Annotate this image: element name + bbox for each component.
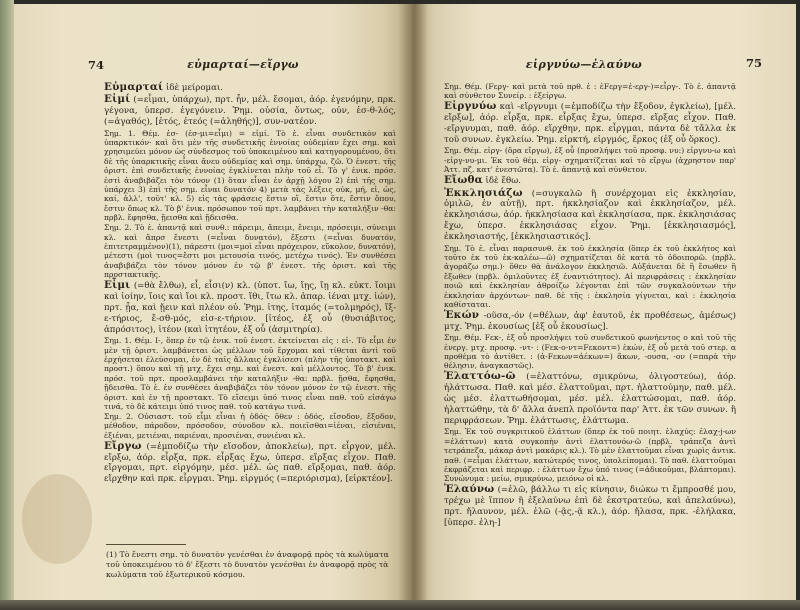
entry-text: (=θὰ ἔλθω), εἶ, εἶσι(ν) κλ. (ὑποτ. ἴω, ἴῃς, ἴῃ κλ. εὐκτ. ἴοιμι καὶ ἰοίην, ἴοις καὶ ἴοι κλ. προστ. ἴθι, ἴτω κλ. ἀπαρ. ἰέναι μτχ. ἰών), πρτ. ᾖα, καὶ ᾔειν καὶ πλέον οὐ. Ῥημ. ἰτης, ἰταμός (=τολμηρός), ἴξ-ε-τήριος, ἔ-σθ-μός, εἰσ-ε-τήριον. [ἰτέος, ἐξ οὗ (θυσιάβιτος, ἀπρόσιτος), ἰτέον (καὶ ἰτητέον, ἐξ οὗ (ἀσμιτηρία). <box>104 281 396 335</box>
dictionary-note <box>104 223 396 279</box>
note-text: Σημ. 1. Θέμ. Ι-, ὅπερ ἐν τῷ ἑνικ. τοῦ ἐνεστ. ἐκτείνεται εἰς : εἰ-. Τὸ εἶμι ἐν μὲν τῇ ὁριστ. λαμβάνεται ὡς μέλλων τοῦ ἔρχομαι καὶ τίθεται ἀντὶ τοῦ ἐρχήσεται ἐλεύσομαι, ἐν δὲ ταῖς ἄλλαις ἐγκλίσεσι (πλὴν τῆς ὑποτακτ. καὶ προστ.) ὅπου καὶ τῇ μτχ. ἔχει σημ. καὶ ἐνεστ. καὶ μέλλοντος. Τὸ β' ἐνικ. πρόσ. τοῦ πρτ. προσλαμβάνει τὴν καταλήξιν -θα: πρβλ. ᾔσθα, ἔφησθα, ᾔδεισθα. Τὸ ἐ. ἐν συνθέσει ἀναβιβάζει τὸν τόνον μόνον ἐν τῷ ἐνεστ. τῆς ὁριστ. καὶ ἐν τῇ προστακτ. Τὸ εἴσειμι ὑπό τινος εἶναι παθ. τοῦ εἰσάγω τινά, τὸ δὲ κάτειμι ὑπό τινος παθ. τοῦ κατάγω τινά. <box>104 336 396 411</box>
headword: Εἶμι <box>104 279 131 292</box>
dictionary-note <box>444 82 736 101</box>
right-page <box>412 4 796 600</box>
headword: Ἑκών <box>444 308 480 321</box>
note-text: Σημ. Τὸ ἐ. εἶναι παρασυνθ. ἐκ τοῦ ἐκκλησία (ὅπερ ἐκ τοῦ ἐκκλήτος καὶ τοῦτο ἐκ τοῦ ἐκ-καλέω—ῶ) σχηματίζεται δὲ κατὰ τὸ ὁδοιπορῶ. (πρβλ. ἀγοράζω σημ.)· ὅθεν θὰ ἀνάλογον ἐκκλησιῶ. Αὐξάνεται δὲ ἢ ἔσωθεν ἢ ἔξωθεν (πρβλ. ὁμιλοῦντες ἐξ ἐναντιότητος). Αἱ περιφράσεις : ἐκκλησίαν ποιῶ καὶ ἐκκλησίαν ἀθροίζω λέγονται ἐπὶ τῶν συγκαλούντων τὴν ἐκκλησίαν ἀρχόντων· παθ. δὲ τῆς : ἐκκλησία γίγνεται, καὶ : ἐκκλησία καθίσταται. <box>444 243 736 310</box>
entry-text: καὶ -εἴργνυμι (=ἐμποδίζω τὴν ἔξοδον, ἐγκλείω), [μέλ. εἴρξω], ἀόρ. εἶρξα, πρκ. εἶρξας ἔχω, ὑπερσ. εἴρξας εἶχον. Παθ. -εἴργνυμαι, παθ. ἀόρ. εἴρχθην, πρκ. εἶργμαι, πάντα δὲ τἄλλα ἐκ τοῦ συνων. ἐγκλείω. Ῥημ. εἰρκτή, εἰργμός, ἕρκος (ἐξ οὗ ὅρκος). <box>444 102 737 146</box>
headword: Ἐκκλησιάζω <box>444 186 523 199</box>
note-text: Σημ. Θέμ. Fεκ-, ἐξ οὗ προσλήψει τοῦ συνδετικοῦ φωνήεντος ο καὶ τοῦ τῆς ἐνεργ. μτχ. προσφ. -ντ- : (Fεκ-ο-ντ=Fεκοντ=) ἑκών, ἐξ οὗ μετὰ τοῦ στερ. α προθέμα τὸ ἀντίθετ. : (ἀ-Fεκων=ἀέκων=) ἄκων, -ουσα, -ον (=παρὰ τὴν θέλησιν, ἀναγκαστῶς). <box>444 333 736 371</box>
entry-text: (=ἐλῶ, βάλλω τι εἰς κίνησιν, διώκω τι ἔμπροσθέ μου, τρέχω μὲ ἵππον ἢ ἐξελαύνω ἐπὶ δὲ ἐκστρατεύω, καὶ ἀπελαύνω), πρτ. ἤλαυνον, μέλ. ἐλῶ (-ᾷς,-ᾷ κλ.), ἀόρ. ἤλασα, πρκ. -ἐλήλακα, [ὑπερσ. ἐλη-] <box>444 485 736 529</box>
dictionary-entry <box>104 82 396 94</box>
footnote-rule <box>106 544 186 545</box>
dictionary-entry <box>444 310 736 333</box>
left-page-text <box>104 82 396 486</box>
dictionary-entry <box>104 94 396 128</box>
note-text: Σημ. Ἐκ τοῦ συγκριτικοῦ ἐλάττων (ὅπερ ἐκ τοῦ ποιητ. ἐλαχύς: ἐλαχ-j-ων =ἐλάττων) κατὰ συγκοπὴν ἀντὶ ἐλαττονόω-ῶ (πρβλ. τράπεζα ἀντὶ τετράπεζα, μάκαρ ἀντὶ μακάρις κλ.). Τὸ μὲν ἐλαττοῦμαι εἶναι χωρὶς ἀντικ. παθ. (=εἶμαι ἐλάττων, κατώτερός τινος, ὑπολείπομαι). Τὸ παθ. ἐλαττοῦμαι ἐκφράζεται καὶ περιφρ. : ἐλάττων ἔχω ὑπό τινος (=ἀδικοῦμαι, βλάπτομαι). Συνώνυμα : μείω, σμικρύνω, μειόνω οἱ κλ. <box>444 427 736 484</box>
dictionary-entry <box>104 280 396 336</box>
entry-text: (=εἶμαι, ὑπάρχω), πρτ. ἦν, μέλ. ἔσομαι, ἀόρ. ἐγενόμην, πρκ. γέγονα, ὑπερσ. ἐγεγόνειν. Ῥημ. οὐσία, ὄντως, οὐν, ἐσ-θ-λός, (=ἀγαθός), [ἐτός, ἐτεός (=ἀληθής)], συν-νατέον. <box>104 95 397 128</box>
dictionary-entry <box>444 188 736 244</box>
right-page-text <box>444 82 736 529</box>
entry-text: ἰδὲ ἔθω. <box>485 176 521 187</box>
dictionary-entry <box>444 484 736 529</box>
left-page-header <box>14 58 412 74</box>
cover-edge-bottom <box>0 600 800 610</box>
headword: Ἐλαύνω <box>444 483 495 496</box>
dictionary-note <box>444 146 736 174</box>
headword: Ἐλαττόω-ῶ <box>444 370 516 383</box>
headword: Εἴργω <box>104 439 142 452</box>
dictionary-note <box>104 412 396 440</box>
dictionary-note <box>104 129 396 223</box>
note-text: Σημ. Θέμ. (Fεργ- καὶ μετὰ τοῦ πρθ. ἐ : ἐFεργ=ἐ-εργ-)=εἶργ-. Τὸ ἐ. ἀπαντᾷ καὶ σύνθετον Συνείρ. : ἐξείργω. <box>444 82 736 101</box>
note-text: Σημ. Θέμ. εἰργ- (ὅρα εἴργω), ἐξ οὗ (προσλήψει τοῦ προσφ. νυ:) εἰργνυ-ω καὶ -εἰργ-νυ-μι. Ἐκ τοῦ θέμ. εἰργ- σχηματίζεται καὶ τὸ εἴργω (ἀχρηστον παρ' Ἀττ. πζ. κατ' ἐνεστῶτα). Τὸ ἐ. ἀπαντᾷ καὶ σύνθετον. <box>444 146 736 175</box>
dictionary-note <box>444 427 736 483</box>
dictionary-entry <box>444 101 736 146</box>
dictionary-entry <box>444 175 736 187</box>
footnote: (1) Τὸ ἔνεστι σημ. τὸ δυνατὸν γενέσθαι ἐν ἀναφορᾷ πρὸς τὰ κωλύματα τοῦ ὑποκειμένου τὸ δ' ἔξεστι τὸ δυνατὸν γενέσθαι ἐν ἀναφορᾷ πρὸς τὰ κωλύματα τοῦ ἐξωτερικοῦ κόσμου. <box>106 550 389 579</box>
entry-text: (=συγκαλῶ ἢ συνέρχομαι εἰς ἐκκλησίαν, ὁμιλῶ, ἐν αὐτῇ), πρτ. ἠκκλησίαζον καὶ ἐκκλησίαζον, μέλ. ἐκκλησιάσω, ἀόρ. ἠκκλησίασα καὶ ἐκκλησίασα, πρκ. ἐκκλησιάσας ἔχω, ὑπερσ. ἐκκλησιάσας εἶχον. Ῥημ. [ἐκκλησιασμός], ἐκκλησιαστής, [ἐκκλησιαστικός]. <box>444 188 736 243</box>
paper-stain <box>22 474 92 564</box>
note-text: Σημ. 2. Οὐσιαστ. τοῦ εἶμι εἶναι ἡ ὁδός· ὅθεν : ὁδός, εἴσοδον, ἔξοδον, μέθοδον, πάροδον, πρόσοδον, σύνοδον κλ. ποιεῖσθαι=ἰέναι, εἰσιέναι, ἐξιέναι, μετιέναι, παριέναι, προσιέναι, συνιέναι κλ. <box>104 411 396 440</box>
cover-edge <box>0 0 14 610</box>
dictionary-note <box>444 333 736 371</box>
headword: Εἴωθα <box>444 174 483 187</box>
note-text: Σημ. 2. Τὸ ἐ. ἀπαντᾷ καὶ συνθ.: πάρειμι, ἄπειμι, ἔνειμι, πρόσειμι, σύνειμι κλ. καὶ ἄπρσ ἔνεστι (=εἶναι δυνατόν), ἔξεστι (=εἶναι δυνατόν, ἐπιτετραμμένον)(1), πάρεστι (μοι=μοὶ εἶναι πρόχειρον, εὔκολον, δυνατόν), μέτεστι (μοὶ τινος=ἔστι μοι μετουσία τινός, μετέχω τινός). Ἐν συνθέσει ἀναβιβάζει τὸν τόνον μόνον ἐν τῷ β' ἐνεστ. τῆς ὁριστ. καὶ τῆς προστακτικῆς. <box>104 223 396 280</box>
left-page <box>14 4 412 600</box>
headword: Εἰμί <box>104 93 131 106</box>
entry-text: -οῦσα,-όν (=θέλων, ἀφ' ἑαυτοῦ, ἐκ προθέσεως, ἀμέσως) μτχ. Ῥημ. ἑκουσίως [ἐξ οὗ ἑκουσίως]. <box>444 310 736 332</box>
note-text: Σημ. 1. Θέμ. ἐσ- (ἐσ-μι=εἶμι) = εἰμί. Τὸ ἐ. εἶναι συνδετικὸν καὶ ὑπαρκτικόν· καὶ ὅτι μὲν τῆς συνδετικῆς ἐννοίας οὐδεμίαν ἔχει σημ. καὶ χρησιμεύει μόνον ὡς σύνδεσμος τοῦ ὑποκειμένου καὶ κατηγορουμένου, ὅτι δὲ τῆς ὑπαρκτικῆς εἶναι ἄνευ οὐδεμίας καὶ σημ. ὑπάρχω, ζῶ. Ὁ ἐνεστ. τῆς ὁριστ. ἐπὶ συνδετικῆς ἐννοίας ἐγκλίνεται πλὴν τοῦ εἶ. Τὸ γ' ἐνικ. πρόσ. ἐστὶ ἀναβιβάζει τὸν τόνον (1) ὅταν εἶναι ἐν ἀρχῇ λόγου 2) ἐπὶ τῆς σημ. ὑπάρχει 3) ἐπὶ τῆς σημ. εἶναι δυνατόν 4) μετὰ τὰς λέξεις οὐκ, μή, εἰ, ὡς, καί, ἀλλ', τοῦτ' κλ. 5) εἰς τὰς φράσεις ἔστιν οἵ, ἔστιν ὅτε, ἔστιν ὅπου, ἔστιν ὅπως κλ. Τὸ β' ἐνικ. πρόσωπον τοῦ πρτ. λαμβάνει τὴν καταλήξιν -θα: πρβλ. ἔφησθα, ᾔεισθα καὶ ᾔδεισθα. <box>104 128 396 223</box>
headword: Εὐμαρταί <box>104 81 164 93</box>
running-head: εἰργνύω—ἐλαύνω <box>525 58 643 71</box>
headword: Εἰργνύω <box>444 100 497 113</box>
entry-text: ἰδὲ μείρομαι. <box>166 83 224 93</box>
running-head: εὐμαρταί—εἴργω <box>187 58 299 71</box>
book-gutter <box>398 4 428 600</box>
dictionary-note <box>444 244 736 310</box>
entry-text: (=ἐμποδίζω τὴν εἴσοδον, ἀποκλείω), πρτ. εἶργον, μέλ. εἴρξω, ἀόρ. εἶρξα, πρκ. εἶρξας ἔχω, ὑπερσ. εἴρξας εἶχον. Παθ. εἴργομαι, πρτ. εἰργόμην, μέσ. μέλ. ὡς παθ. εἴρξομαι, παθ. ἀόρ. εἴρχθην καὶ πρκ. εἶργμαι. Ῥημ. εἰργμός (=περιόρισμα), [εἰρκτέον]. <box>104 441 396 485</box>
dictionary-entry <box>104 441 396 486</box>
dictionary-entry <box>444 371 736 427</box>
entry-text: (=ἐλαττόνω, σμικρύνω, ὀλιγοστεύω), ἀόρ. ἠλάττωσα. Παθ. καὶ μέσ. ἐλαττοῦμαι, πρτ. ἠλαττούμην, παθ. μέλ. ὡς μέσ. ἐλαττωθήσομαι, μέσ. μέλ. ἐλαττώσομαι, παθ. ἀόρ. ἠλαττώθην, τὰ δ' ἄλλα ἀνεπλ προϊόντα παρ' Ἀττ. ἐκ τῶν συνων. ἢ περιφράσεων. Ῥημ. ἐλάττωσις, ἐλάττωμα. <box>444 372 737 426</box>
right-page-header <box>412 58 796 74</box>
page-number: 74 <box>88 58 105 72</box>
dictionary-note <box>104 336 396 411</box>
page-number: 75 <box>745 56 762 70</box>
